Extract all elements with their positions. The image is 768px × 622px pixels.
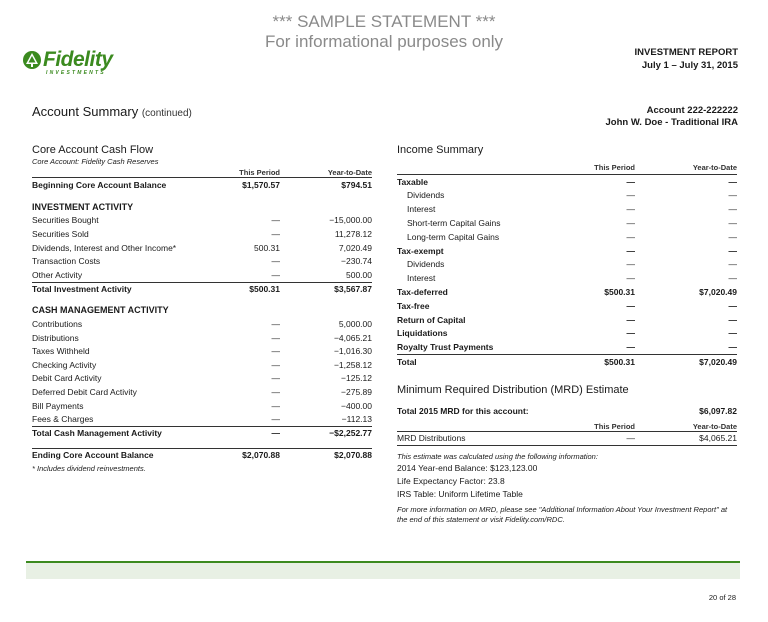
row-label: Interest — [407, 204, 436, 215]
row-label: Distributions — [32, 332, 79, 343]
table-row — [397, 230, 737, 244]
column-year-to-date: Year-to-Date — [692, 162, 737, 172]
row-label: Other Activity — [32, 269, 83, 280]
row-label: Transaction Costs — [32, 256, 101, 267]
row-ytd: — — [728, 328, 737, 339]
total-cash-management-row — [32, 426, 372, 440]
mrd-more-info: For more information on MRD, please see "Additional Information About Your Investment Report" at the end of this statement or visit Fidelity.com/RDC. — [397, 504, 728, 524]
row-this-period: — — [626, 342, 635, 353]
row-label: Beginning Core Account Balance — [32, 179, 167, 190]
core-account-subtitle: Core Account: Fidelity Cash Reserves — [32, 157, 159, 166]
mrd-total-label: Total 2015 MRD for this account: — [397, 406, 529, 416]
row-this-period: — — [626, 176, 635, 187]
table-row — [32, 241, 372, 255]
row-label: Securities Bought — [32, 215, 99, 226]
row-label: MRD Distributions — [397, 433, 466, 444]
column-year-to-date: Year-to-Date — [692, 421, 737, 431]
row-this-period: — — [271, 373, 280, 384]
mrd-total-row — [397, 403, 737, 419]
row-ytd: −112.13 — [341, 414, 372, 425]
row-ytd: — — [728, 314, 737, 325]
table-row — [397, 299, 737, 313]
table-row — [32, 317, 372, 331]
table-row — [32, 399, 372, 413]
row-this-period: — — [626, 300, 635, 311]
row-ytd: −230.74 — [341, 256, 372, 267]
row-this-period: — — [271, 428, 280, 439]
mrd-irs-table: IRS Table: Uniform Lifetime Table — [397, 488, 523, 499]
row-label: Bill Payments — [32, 400, 84, 411]
row-ytd: −400.00 — [341, 400, 372, 411]
row-ytd: — — [728, 190, 737, 201]
row-ytd: — — [728, 342, 737, 353]
row-this-period: $2,070.88 — [242, 449, 280, 460]
column-year-to-date: Year-to-Date — [327, 167, 372, 177]
row-ytd: −275.89 — [341, 386, 372, 397]
cash-management-header: CASH MANAGEMENT ACTIVITY — [32, 305, 169, 316]
row-this-period: — — [626, 328, 635, 339]
row-this-period: — — [271, 414, 280, 425]
row-this-period: — — [271, 228, 280, 239]
beginning-balance-row — [32, 178, 372, 192]
mrd-estimate-section — [397, 384, 737, 525]
account-identifier — [606, 105, 738, 129]
table-row — [32, 268, 372, 282]
logo-subtitle: INVESTMENTS — [46, 70, 106, 76]
row-this-period: — — [626, 273, 635, 284]
row-ytd: — — [728, 259, 737, 270]
table-row — [32, 385, 372, 399]
ending-balance-row — [32, 448, 372, 462]
row-ytd: $3,567.87 — [334, 283, 372, 294]
row-label: Total Cash Management Activity — [32, 428, 162, 439]
row-ytd: — — [728, 176, 737, 187]
row-label: Dividends — [407, 190, 445, 201]
mrd-distributions-row — [397, 432, 737, 446]
logo-name: Fidelity — [43, 48, 113, 71]
table-row — [32, 214, 372, 228]
core-cash-flow-title: Core Account Cash Flow — [32, 144, 154, 156]
fidelity-logo — [22, 50, 113, 76]
income-rows — [397, 175, 737, 354]
row-label: Deferred Debit Card Activity — [32, 386, 137, 397]
account-number: Account 222-222222 — [646, 105, 738, 116]
row-this-period: — — [271, 359, 280, 370]
row-label: Securities Sold — [32, 228, 89, 239]
row-this-period: — — [271, 400, 280, 411]
row-this-period: — — [626, 259, 635, 270]
table-row — [397, 189, 737, 203]
row-this-period: — — [626, 245, 635, 256]
income-total-row — [397, 354, 737, 368]
row-this-period: — — [626, 218, 635, 229]
report-period: July 1 – July 31, 2015 — [641, 60, 738, 71]
row-this-period: — — [271, 256, 280, 267]
total-investment-row — [32, 282, 372, 296]
row-ytd: 11,278.12 — [334, 228, 372, 239]
table-row — [397, 271, 737, 285]
row-this-period: — — [271, 386, 280, 397]
row-ytd: — — [728, 300, 737, 311]
row-this-period: 500.31 — [254, 242, 280, 253]
row-ytd: $794.51 — [341, 179, 372, 190]
row-label: Fees & Charges — [32, 414, 94, 425]
row-label: Return of Capital — [397, 314, 466, 325]
row-ytd: — — [728, 231, 737, 242]
row-label: Tax-deferred — [397, 287, 448, 298]
income-summary-section — [397, 144, 737, 368]
core-column-headers — [32, 167, 372, 178]
table-row — [32, 344, 372, 358]
row-this-period: $1,570.57 — [242, 179, 280, 190]
core-cash-flow-section — [32, 144, 372, 473]
row-ytd: — — [728, 218, 737, 229]
row-label: Royalty Trust Payments — [397, 342, 494, 353]
table-row — [397, 313, 737, 327]
row-ytd: $4,065.21 — [699, 433, 737, 444]
mrd-title: Minimum Required Distribution (MRD) Estimate — [397, 384, 629, 396]
income-summary-title: Income Summary — [397, 144, 484, 156]
watermark-line-2: For informational purposes only — [264, 32, 504, 51]
row-this-period: — — [626, 231, 635, 242]
mrd-calc-note: This estimate was calculated using the following information: — [397, 451, 598, 461]
row-ytd: $7,020.49 — [699, 356, 737, 367]
table-row — [32, 372, 372, 386]
cash-management-rows — [32, 317, 372, 426]
row-label: Dividends — [407, 259, 445, 270]
row-ytd: 500.00 — [346, 269, 372, 280]
table-row — [32, 331, 372, 345]
row-label: Checking Activity — [32, 359, 97, 370]
investment-activity-header: INVESTMENT ACTIVITY — [32, 201, 134, 212]
table-row — [397, 340, 737, 354]
row-label: Contributions — [32, 318, 83, 329]
row-this-period: — — [271, 318, 280, 329]
table-row — [397, 327, 737, 341]
column-this-period: This Period — [239, 167, 280, 177]
row-this-period: — — [271, 269, 280, 280]
row-ytd: — — [728, 204, 737, 215]
row-this-period: $500.31 — [604, 356, 635, 367]
row-ytd: −$2,252.77 — [329, 428, 372, 439]
table-row — [32, 227, 372, 241]
page-number: 20 of 28 — [708, 593, 736, 602]
row-ytd: 7,020.49 — [338, 242, 372, 253]
table-row — [397, 285, 737, 299]
row-ytd: −1,258.12 — [333, 359, 372, 370]
row-label: Tax-exempt — [397, 245, 444, 256]
row-this-period: — — [271, 346, 280, 357]
table-row — [32, 254, 372, 268]
row-label: Short-term Capital Gains — [407, 218, 501, 229]
column-this-period: This Period — [594, 421, 635, 431]
row-this-period: $500.31 — [249, 283, 280, 294]
row-label: Long-term Capital Gains — [407, 231, 500, 242]
table-row — [397, 202, 737, 216]
row-label: Liquidations — [397, 328, 448, 339]
row-label: Total — [397, 356, 417, 367]
table-row — [397, 258, 737, 272]
row-label: Dividends, Interest and Other Income* — [32, 242, 177, 253]
row-label: Interest — [407, 273, 436, 284]
row-label: Ending Core Account Balance — [32, 449, 154, 460]
row-this-period: — — [626, 190, 635, 201]
row-this-period: — — [271, 215, 280, 226]
row-ytd: 5,000.00 — [338, 318, 372, 329]
row-this-period: $500.31 — [604, 287, 635, 298]
table-row — [397, 175, 737, 189]
footer-band — [26, 561, 740, 579]
row-ytd: −125.12 — [341, 373, 372, 384]
row-ytd: −4,065.21 — [333, 332, 372, 343]
account-summary-heading: Account Summary — [32, 104, 139, 119]
pyramid-logo-icon — [22, 50, 42, 70]
row-ytd: — — [728, 245, 737, 256]
row-this-period: — — [626, 204, 635, 215]
mrd-column-headers — [397, 421, 737, 432]
row-ytd: — — [728, 273, 737, 284]
account-owner: John W. Doe - Traditional IRA — [605, 117, 738, 128]
table-row — [397, 216, 737, 230]
mrd-total-value: $6,097.82 — [699, 406, 737, 416]
column-this-period: This Period — [594, 162, 635, 172]
row-label: Taxable — [397, 176, 429, 187]
row-label: Debit Card Activity — [32, 373, 102, 384]
investment-activity-rows — [32, 214, 372, 282]
mrd-year-end-balance: 2014 Year-end Balance: $123,123.00 — [397, 462, 538, 473]
mrd-life-expectancy: Life Expectancy Factor: 23.8 — [397, 475, 505, 486]
row-label: Total Investment Activity — [32, 283, 132, 294]
watermark-line-1: *** SAMPLE STATEMENT *** — [272, 12, 496, 31]
row-ytd: $2,070.88 — [334, 449, 372, 460]
account-summary-title — [32, 104, 192, 119]
table-row — [32, 358, 372, 372]
row-this-period: — — [271, 332, 280, 343]
dividend-footnote: * Includes dividend reinvestments. — [32, 464, 146, 474]
row-label: Tax-free — [397, 300, 430, 311]
row-this-period: — — [626, 314, 635, 325]
report-title: INVESTMENT REPORT — [634, 47, 738, 58]
row-ytd: −15,000.00 — [329, 215, 372, 226]
report-header — [635, 46, 738, 72]
account-summary-suffix: (continued) — [141, 108, 192, 119]
income-column-headers — [397, 161, 737, 175]
row-this-period: — — [626, 433, 635, 444]
row-ytd: −1,016.30 — [333, 346, 372, 357]
row-ytd: $7,020.49 — [699, 287, 737, 298]
table-row — [32, 412, 372, 426]
table-row — [397, 244, 737, 258]
row-label: Taxes Withheld — [32, 346, 90, 357]
